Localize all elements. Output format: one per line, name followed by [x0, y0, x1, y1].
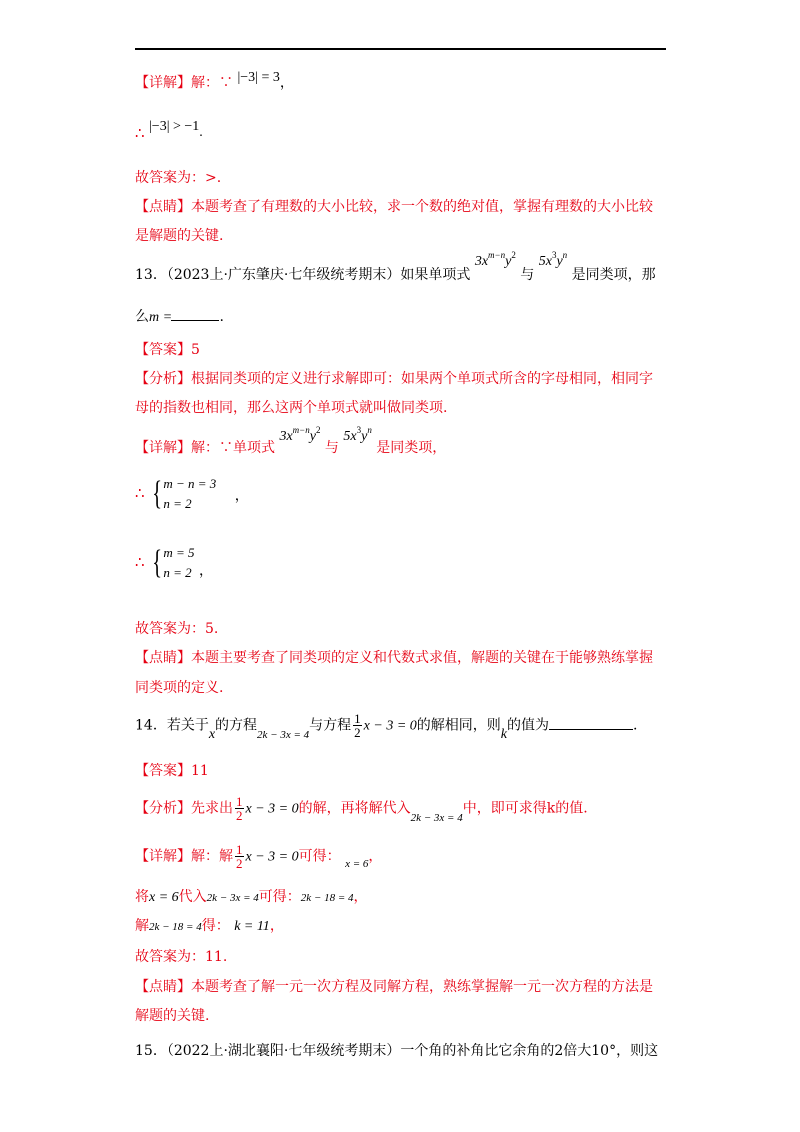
- answer-13: 【答案】5: [135, 342, 200, 358]
- because-symbol: ∵: [219, 75, 233, 91]
- substitute-line: 将x = 6代入2k − 3x = 4可得：2k − 18 = 4，: [135, 889, 368, 905]
- abs-inequality: |−3| > −1: [149, 119, 200, 134]
- question-13: 13．（2023上·广东肇庆·七年级统考期末）如果单项式 $3x^{m-n}y^2$ 与 $5x^3y^n$ 是同类项，那: [135, 250, 656, 283]
- question-15: 15．（2022上·湖北襄阳·七年级统考期末）一个角的补角比它余角的2倍大10°，则这: [135, 1043, 659, 1059]
- question-source-15: （2022上·湖北襄阳·七年级统考期末）: [166, 1043, 401, 1059]
- analysis-14: 【分析】先求出 $\frac{1}{2}$ x − 3 = 0的解，再将解代入$_{2k - 3x = 4}$中，即可求得k的值.: [135, 794, 588, 824]
- detail-14: 【详解】解：解 $\frac{1}{2}$ x − 3 = 0可得： $_{x = 6}$，: [135, 842, 383, 871]
- monomial-2-repeat: $5x^3y^n$: [343, 425, 372, 444]
- comment-line-12a: 【点睛】本题考查了有理数的大小比较，求一个数的绝对值，掌握有理数的大小比较: [135, 199, 653, 215]
- detail-13: 【详解】解：∵单项式 $3x^{m-n}y^2$ 与 $5x^3y^n$ 是同类项，: [135, 425, 447, 456]
- comment-line-12b: 是解题的关键.: [135, 228, 224, 244]
- header-rule: [135, 48, 666, 50]
- monomial-1-repeat: $3x^{m-n}y^2$: [279, 425, 321, 444]
- equation-system-1: ∴ { m − n = 3 n = 2 ，: [135, 475, 249, 512]
- answer-14: 【答案】11: [135, 763, 209, 779]
- detail-line-1: 【详解】解：∵ |−3| = 3，: [135, 70, 294, 91]
- analysis-13b: 母的指数也相同，那么这两个单项式就叫做同类项.: [135, 400, 448, 416]
- question-13-cont: 么m = .: [135, 309, 224, 325]
- answer-blank-14[interactable]: [549, 729, 633, 730]
- comment-13a: 【点睛】本题主要考查了同类项的定义和代数式求值，解题的关键在于能够熟练掌握: [135, 650, 653, 666]
- equation-system-2: ∴ { m = 5 n = 2 ，: [135, 544, 213, 581]
- comment-14b: 解题的关键.: [135, 1008, 210, 1024]
- question-source: （2023上·广东肇庆·七年级统考期末）: [166, 267, 401, 283]
- analysis-13a: 【分析】根据同类项的定义进行求解即可：如果两个单项式所含的字母相同，相同字: [135, 371, 653, 387]
- detail-label: 【详解】解：: [135, 75, 219, 91]
- final-13: 故答案为：5.: [135, 621, 219, 637]
- monomial-2: $5x^3y^n$: [538, 250, 568, 269]
- monomial-1: $3x^{m-n}y^2$: [474, 250, 516, 269]
- comment-13b: 同类项的定义.: [135, 680, 224, 696]
- answer-line-12: 故答案为：>.: [135, 170, 222, 186]
- abs-equation: |−3| = 3: [237, 70, 280, 85]
- detail-line-2: ∴ |−3| > −1.: [135, 119, 203, 142]
- therefore-symbol: ∴: [135, 124, 145, 142]
- final-14: 故答案为：11.: [135, 949, 228, 965]
- question-14: 14．若关于x的方程$_{2k - 3x = 4}$与方程 $\frac{1}{2}$ x − 3 = 0的解相同，则k的值为 .: [135, 711, 638, 742]
- comment-14a: 【点睛】本题考查了解一元一次方程及同解方程，熟练掌握解一元一次方程的方法是: [135, 979, 653, 995]
- answer-blank-13[interactable]: [171, 320, 219, 321]
- solve-line: 解2k − 18 = 4得： k = 11，: [135, 918, 284, 934]
- fraction-half: $\frac{1}{2}$: [354, 711, 361, 740]
